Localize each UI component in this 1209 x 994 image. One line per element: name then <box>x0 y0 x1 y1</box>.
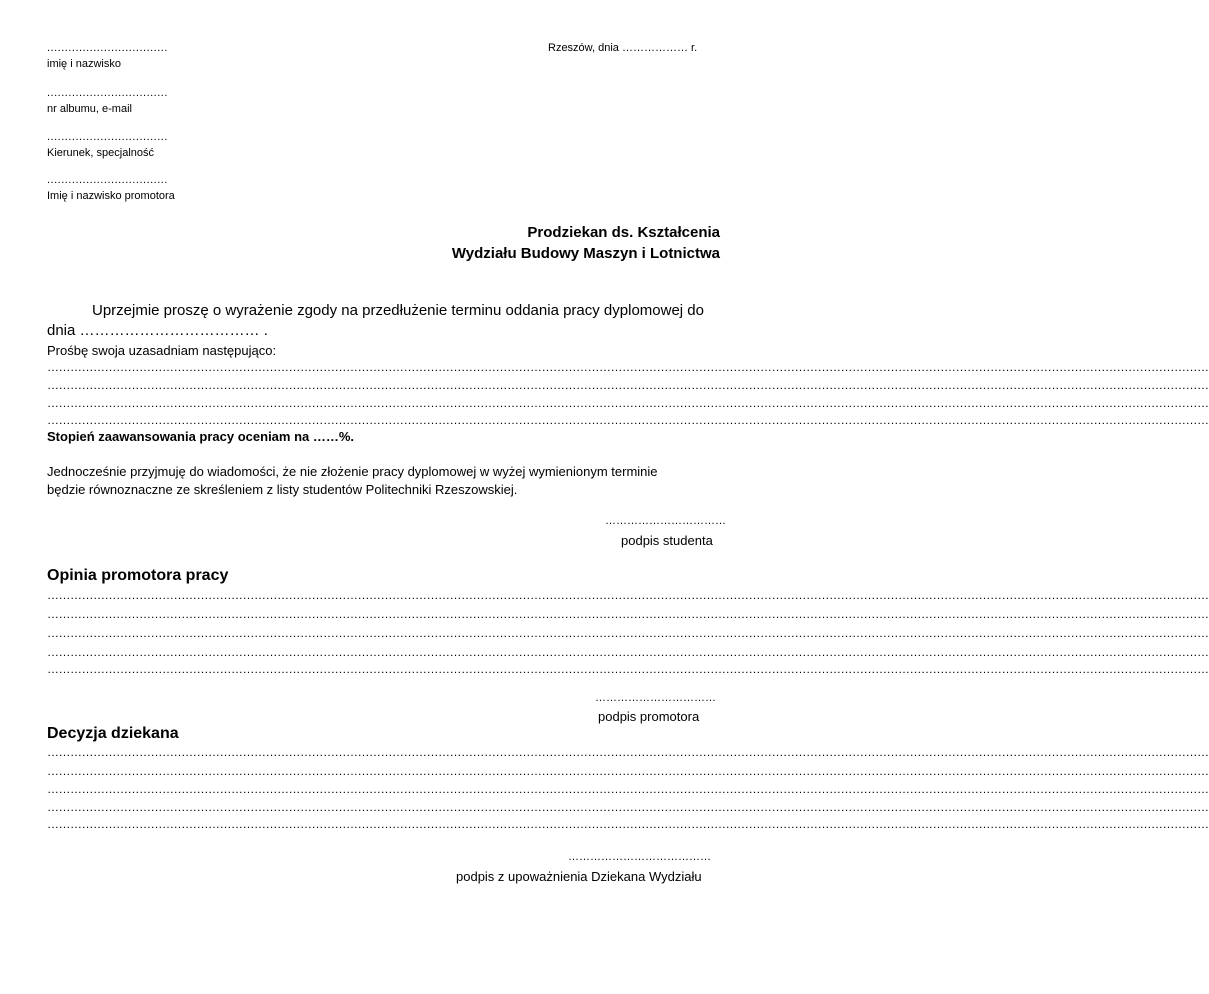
opinion-line-4[interactable]: …………………………………………………………………………………………………………………………………………………………………………………………………………………………………………………………………………… <box>47 645 1209 659</box>
decision-line-4[interactable]: …………………………………………………………………………………………………………………………………………………………………………………………………………………………………………………………………………… <box>47 800 1209 814</box>
reason-intro: Prośbę swoja uzasadniam następująco: <box>47 343 277 358</box>
decision-line-2[interactable]: …………………………………………………………………………………………………………………………………………………………………………………………………………………………………………………………………………… <box>47 764 1209 778</box>
place-date: Rzeszów, dnia ……………… r. <box>548 42 698 54</box>
student-sign-dots[interactable]: …………………………… <box>605 515 726 527</box>
name-dots[interactable]: .................................. <box>47 42 168 54</box>
promoter-dots[interactable]: .................................. <box>47 174 168 186</box>
album-dots[interactable]: .................................. <box>47 87 168 99</box>
decision-line-5[interactable]: …………………………………………………………………………………………………………………………………………………………………………………………………………………………………………………………………………… <box>47 817 1209 831</box>
reason-line-3[interactable]: …………………………………………………………………………………………………………………………………………………………………………………………………………………………………………………………………………… <box>47 396 1209 410</box>
reason-line-2[interactable]: …………………………………………………………………………………………………………………………………………………………………………………………………………………………………………………………………………… <box>47 378 1209 392</box>
promoter-sign-dots[interactable]: …………………………… <box>595 692 716 704</box>
dean-sign-label: podpis z upoważnienia Dziekana Wydziału <box>456 869 702 884</box>
request-line1: Uprzejmie proszę o wyrażenie zgody na przedłużenie terminu oddania pracy dyplomowej do <box>92 302 704 319</box>
album-label: nr albumu, e-mail <box>47 103 132 115</box>
promoter-opinion-heading: Opinia promotora pracy <box>47 567 229 584</box>
addressee-line2: Wydziału Budowy Maszyn i Lotnictwa <box>451 245 720 262</box>
dean-sign-dots[interactable]: ………………………………… <box>568 851 711 863</box>
opinion-line-5[interactable]: …………………………………………………………………………………………………………………………………………………………………………………………………………………………………………………………………………… <box>47 662 1209 676</box>
request-line2: dnia ……………………………… . <box>47 322 268 339</box>
field-dots[interactable]: .................................. <box>47 131 168 143</box>
reason-line-4[interactable]: …………………………………………………………………………………………………………………………………………………………………………………………………………………………………………………………………………… <box>47 413 1209 427</box>
student-sign-label: podpis studenta <box>621 533 713 548</box>
dean-decision-heading: Decyzja dziekana <box>47 725 179 742</box>
addressee-line1: Prodziekan ds. Kształcenia <box>527 224 720 241</box>
decision-line-3[interactable]: …………………………………………………………………………………………………………………………………………………………………………………………………………………………………………………………………………… <box>47 782 1209 796</box>
ack-line1: Jednocześnie przyjmuję do wiadomości, że nie złożenie pracy dyplomowej w wyżej wymienionym terminie <box>47 464 658 479</box>
progress-statement: Stopień zaawansowania pracy oceniam na ……%. <box>47 429 355 444</box>
name-label: imię i nazwisko <box>47 58 121 70</box>
opinion-line-2[interactable]: …………………………………………………………………………………………………………………………………………………………………………………………………………………………………………………………………………… <box>47 607 1209 621</box>
decision-line-1[interactable]: …………………………………………………………………………………………………………………………………………………………………………………………………………………………………………………………………………… <box>47 745 1209 759</box>
ack-line2: będzie równoznaczne ze skreśleniem z listy studentów Politechniki Rzeszowskiej. <box>47 482 518 497</box>
field-label: Kierunek, specjalność <box>47 147 155 159</box>
opinion-line-1[interactable]: …………………………………………………………………………………………………………………………………………………………………………………………………………………………………………………………………………… <box>47 588 1209 602</box>
promoter-label: Imię i nazwisko promotora <box>47 190 175 202</box>
reason-line-1[interactable]: …………………………………………………………………………………………………………………………………………………………………………………………………………………………………………………………………………… <box>47 360 1209 374</box>
promoter-sign-label: podpis promotora <box>598 709 700 724</box>
opinion-line-3[interactable]: …………………………………………………………………………………………………………………………………………………………………………………………………………………………………………………………………………… <box>47 626 1209 640</box>
